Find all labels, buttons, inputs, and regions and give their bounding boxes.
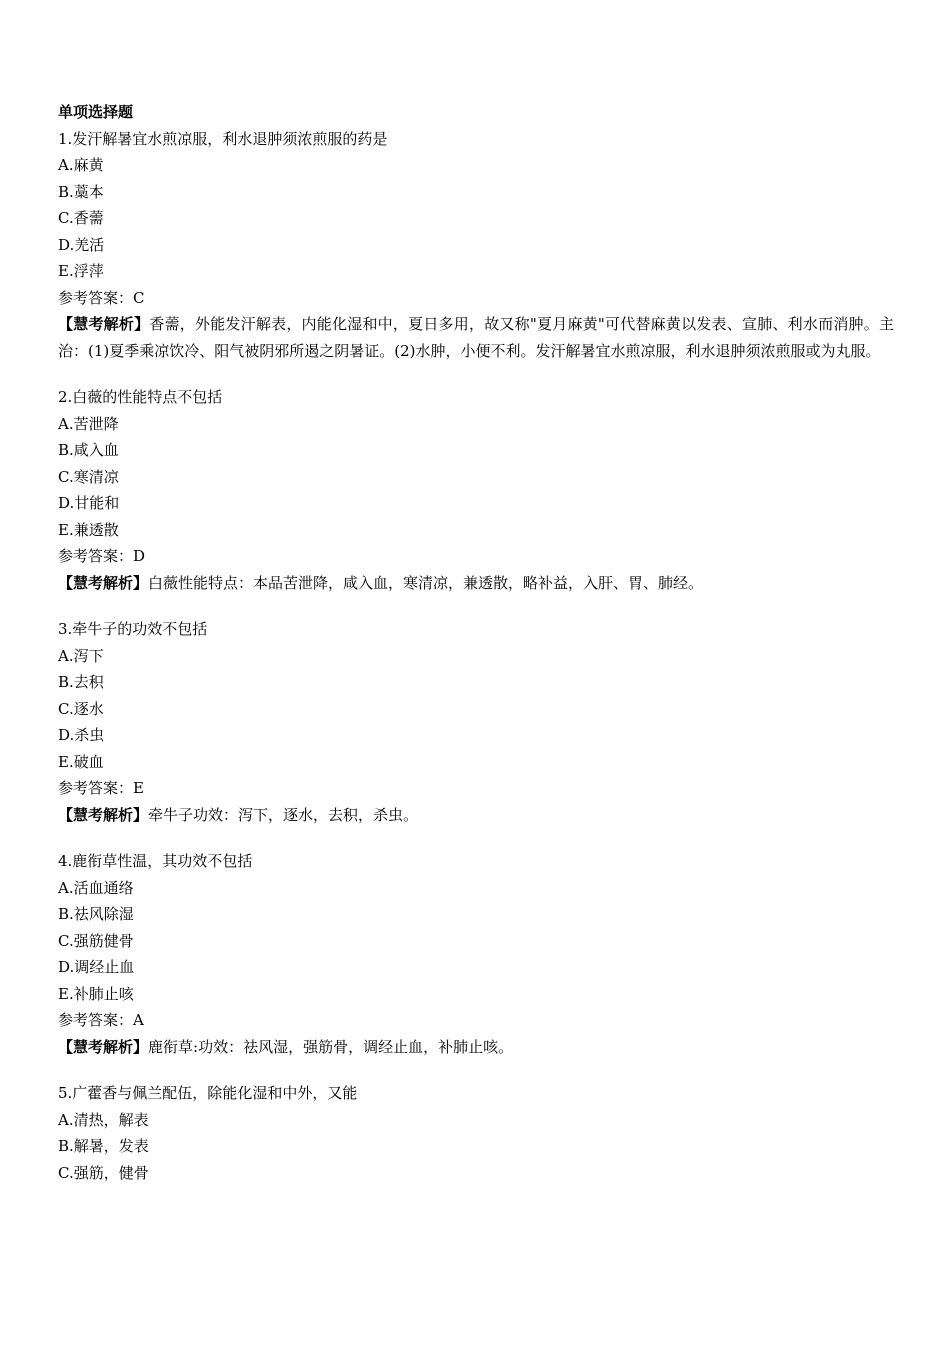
spacer	[58, 1060, 894, 1080]
option-c: C.香薷	[58, 209, 104, 227]
reference-answer: 参考答案：E	[58, 779, 144, 797]
option-a: A.清热，解表	[58, 1110, 149, 1129]
option-d: D.杀虫	[58, 726, 105, 744]
option-c: C.强筋健骨	[58, 931, 134, 950]
question-stem: 3.牵牛子的功效不包括	[58, 620, 208, 638]
explanation-tag: 【慧考解析】	[58, 315, 150, 333]
explanation-text: 牵牛子功效：泻下，逐水，去积，杀虫。	[148, 805, 419, 824]
option-b: B.咸入血	[58, 441, 119, 459]
explanation	[58, 311, 894, 364]
option-b: B.祛风除湿	[58, 905, 134, 923]
reference-answer: 参考答案：A	[58, 1011, 144, 1029]
explanation-text: 鹿衔草:功效：祛风湿，强筋骨，调经止血，补肺止咳。	[148, 1037, 514, 1056]
question-stem: 1.发汗解暑宜水煎凉服，利水退肿须浓煎服的药是	[58, 129, 388, 148]
option-d: D.甘能和	[58, 494, 120, 512]
option-b: B.藁本	[58, 182, 104, 201]
explanation	[58, 1034, 894, 1061]
question-4	[58, 848, 894, 1060]
explanation-text: 香薷，外能发汗解表，内能化湿和中，夏日多用，故又称"夏月麻黄"可代替麻黄以发表、宣肺、利水而消肿。主治：(1)夏季乘凉饮冷、阳气被阴邪所遏之阴暑证。(2)水肿，小便不利。发汗解暑宜水煎凉服，利水退肿须浓煎服或为丸服。	[58, 315, 894, 360]
option-d: D.调经止血	[58, 958, 135, 976]
option-e: E.补肺止咳	[58, 984, 134, 1003]
option-c: C.逐水	[58, 699, 104, 718]
explanation-tag: 【慧考解析】	[58, 805, 149, 824]
option-a: A.麻黄	[58, 156, 104, 174]
section-title: 单项选择题	[58, 103, 134, 121]
spacer	[58, 364, 894, 384]
option-a: A.活血通络	[58, 878, 134, 897]
option-a: A.泻下	[58, 646, 104, 665]
option-c: C.强筋，健骨	[58, 1163, 149, 1182]
option-a: A.苦泄降	[58, 414, 119, 433]
option-b: B.去积	[58, 673, 104, 691]
explanation	[58, 570, 894, 597]
option-e: E.破血	[58, 752, 104, 771]
question-stem: 5.广藿香与佩兰配伍，除能化湿和中外，又能	[58, 1084, 358, 1102]
explanation-tag: 【慧考解析】	[58, 1037, 149, 1056]
reference-answer: 参考答案：C	[58, 288, 145, 307]
question-3	[58, 616, 894, 828]
question-1	[58, 126, 894, 365]
option-d: D.羌活	[58, 235, 105, 254]
explanation-text: 白薇性能特点：本品苦泄降，咸入血，寒清凉，兼透散，略补益，入肝、胃、肺经。	[148, 573, 704, 592]
option-c: C.寒清凉	[58, 467, 119, 486]
option-e: E.兼透散	[58, 520, 119, 539]
question-stem: 2.白薇的性能特点不包括	[58, 388, 223, 406]
option-b: B.解暑，发表	[58, 1137, 149, 1155]
document-page	[58, 99, 894, 1186]
question-5	[58, 1080, 894, 1186]
explanation-tag: 【慧考解析】	[58, 573, 149, 592]
explanation	[58, 802, 894, 829]
reference-answer: 参考答案：D	[58, 547, 146, 565]
spacer	[58, 596, 894, 616]
option-e: E.浮萍	[58, 262, 104, 280]
spacer	[58, 828, 894, 848]
question-stem: 4.鹿衔草性温，其功效不包括	[58, 852, 253, 870]
question-2	[58, 384, 894, 596]
